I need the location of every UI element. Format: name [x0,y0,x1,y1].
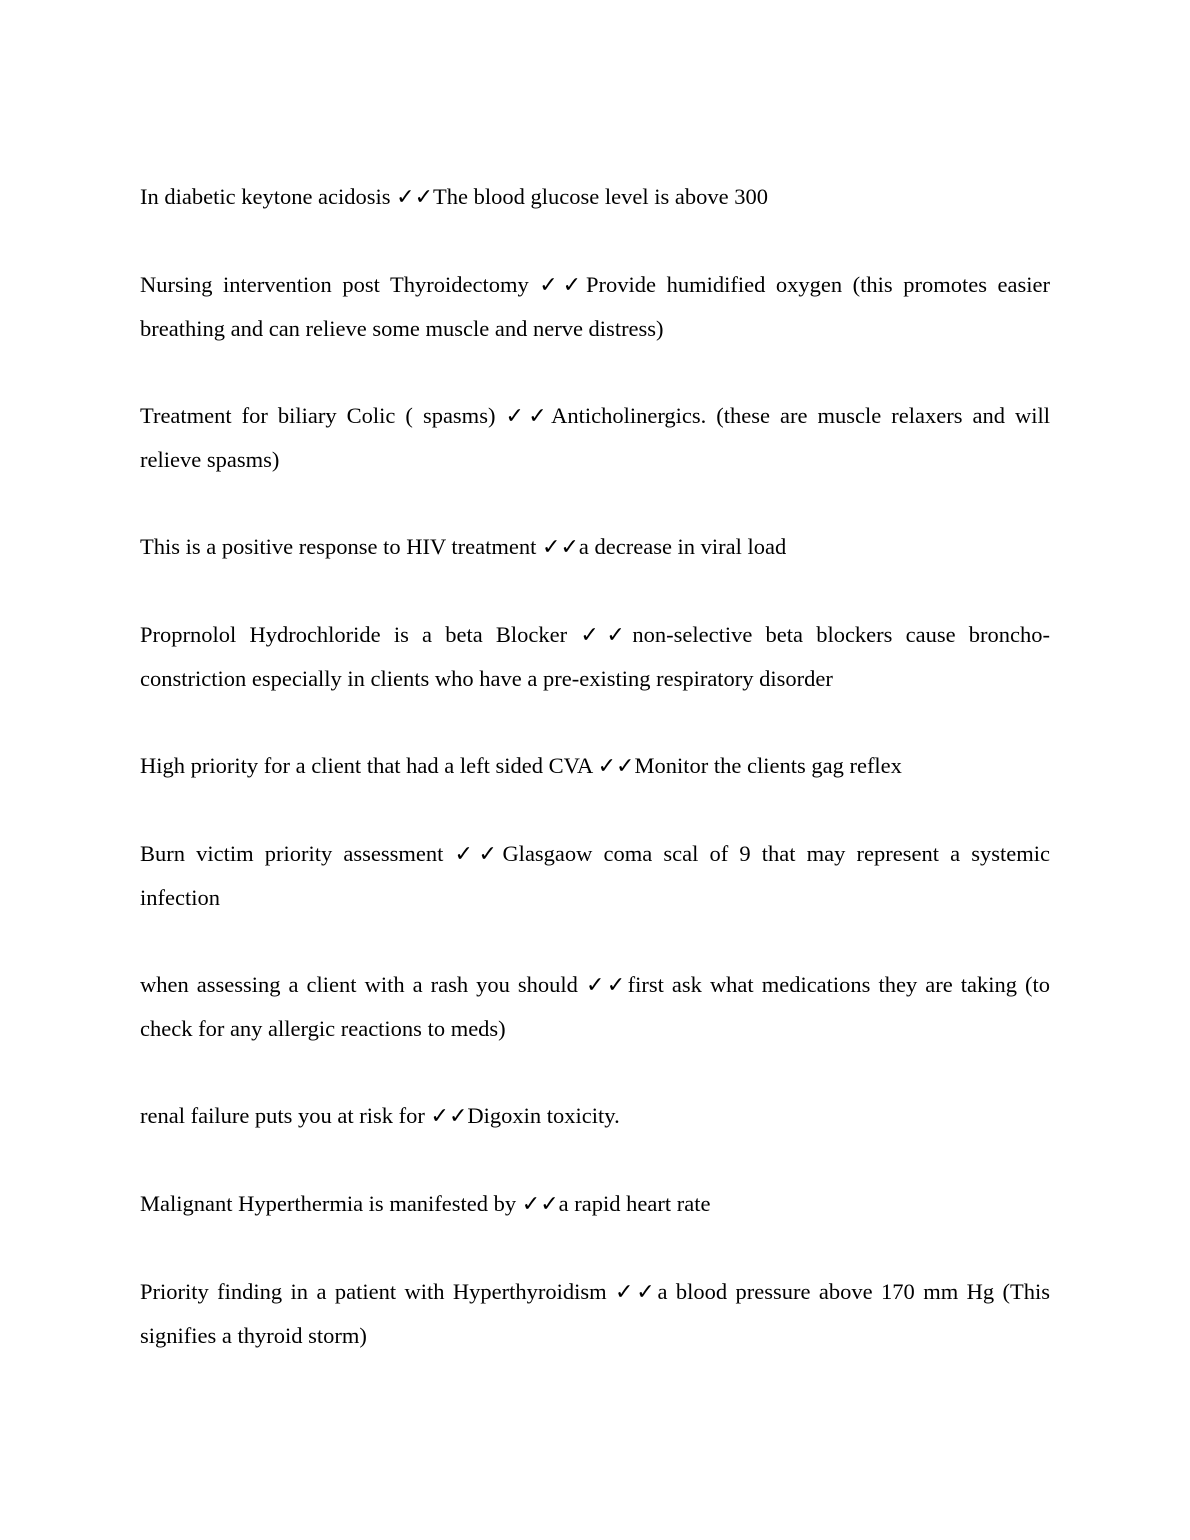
answer-text: Digoxin toxicity. [467,1103,620,1128]
answer-text: The blood glucose level is above 300 [433,184,768,209]
answer-text: first ask what medications they are taking (to check for any allergic reactions to meds) [140,972,1050,1041]
question-text: Treatment for biliary Colic ( spasms) [140,403,496,428]
question-text: Nursing intervention post Thyroidectomy [140,272,529,297]
qa-entry [140,525,1050,569]
answer-text: Monitor the clients gag reflex [634,753,902,778]
answer-text: Anticholinergics. (these are muscle relaxers and will relieve spasms) [140,403,1050,472]
qa-entry [140,1094,1050,1138]
double-check-icon: ✓✓ [615,1280,658,1305]
question-text: In diabetic keytone acidosis [140,184,391,209]
double-check-icon: ✓✓ [521,1192,559,1217]
qa-entry [140,263,1050,350]
qa-entry [140,832,1050,919]
question-text: Malignant Hyperthermia is manifested by [140,1191,517,1216]
answer-text: non-selective beta blockers cause broncho-constriction especially in clients who have a pre-existing respiratory disorder [140,622,1051,691]
question-text: renal failure puts you at risk for [140,1103,425,1128]
qa-entry [140,1270,1050,1357]
double-check-icon: ✓✓ [539,273,587,298]
answer-text: a rapid heart rate [558,1191,711,1216]
answer-text: a blood pressure above 170 mm Hg (This signifies a thyroid storm) [140,1279,1050,1348]
answer-text: Provide humidified oxygen (this promotes easier breathing and can relieve some muscle and nerve distress) [140,272,1050,341]
question-text: This is a positive response to HIV treatment [140,534,537,559]
double-check-icon: ✓✓ [396,185,434,210]
qa-entry [140,613,1050,700]
double-check-icon: ✓✓ [505,404,552,429]
qa-entry [140,1182,1050,1226]
question-text: High priority for a client that had a left sided CVA [140,753,592,778]
qa-entry [140,963,1050,1050]
question-text: Priority finding in a patient with Hyperthyroidism [140,1279,607,1304]
qa-entry [140,744,1050,788]
double-check-icon: ✓✓ [585,973,628,998]
qa-entry [140,394,1050,481]
question-text: when assessing a client with a rash you should [140,972,578,997]
answer-text: a decrease in viral load [578,534,787,559]
question-text: Proprnolol Hydrochloride is a beta Blocker [140,622,568,647]
double-check-icon: ✓✓ [454,842,503,867]
document-body [140,175,1050,1401]
question-text: Burn victim priority assessment [140,841,444,866]
answer-text: Glasgaow coma scal of 9 that may represent a systemic infection [140,841,1051,910]
double-check-icon: ✓✓ [597,754,635,779]
double-check-icon: ✓✓ [430,1104,468,1129]
double-check-icon: ✓✓ [542,535,579,560]
qa-entry [140,175,1050,219]
double-check-icon: ✓✓ [580,623,633,648]
